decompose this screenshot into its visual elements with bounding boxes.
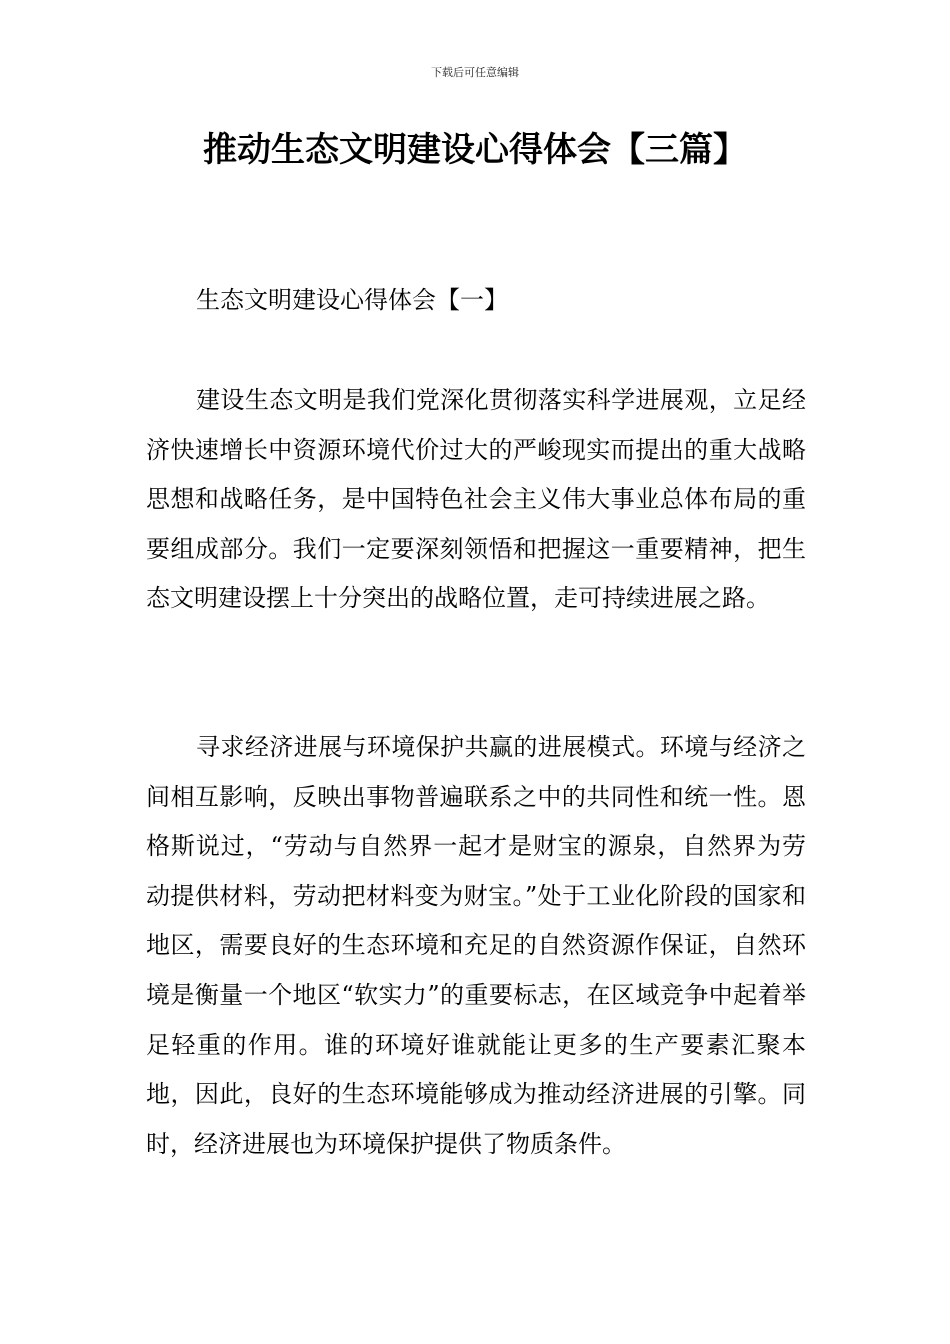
body-paragraph-2: 寻求经济进展与环境保护共赢的进展模式。环境与经济之间相互影响，反映出事物普遍联系之中的共同性和统一性。恩格斯说过，“劳动与自然界一起才是财宝的源泉，自然界为劳动提供材料，劳动把材料变为财宝。”处于工业化阶段的国家和地区，需要良好的生态环境和充足的自然资源作保证，自然环境是衡量一个地区“软实力”的重要标志，在区域竞争中起着举足轻重的作用。谁的环境好谁就能让更多的生产要素汇聚本地，因此，良好的生态环境能够成为推动经济进展的引擎。同时，经济进展也为环境保护提供了物质条件。 [146,733,806,1158]
document-title: 推动生态文明建设心得体会【三篇】 [203,130,747,170]
section-heading: 生态文明建设心得体会【一】 [196,286,508,314]
body-paragraph-1: 建设生态文明是我们党深化贯彻落实科学进展观，立足经济快速增长中资源环境代价过大的严峻现实而提出的重大战略思想和战略任务，是中国特色社会主义伟大事业总体布局的重要组成部分。我们一定要深刻领悟和把握这一重要精神，把生态文明建设摆上十分突出的战略位置，走可持续进展之路。 [146,386,806,613]
header-note: 下载后可任意编辑 [431,66,519,79]
